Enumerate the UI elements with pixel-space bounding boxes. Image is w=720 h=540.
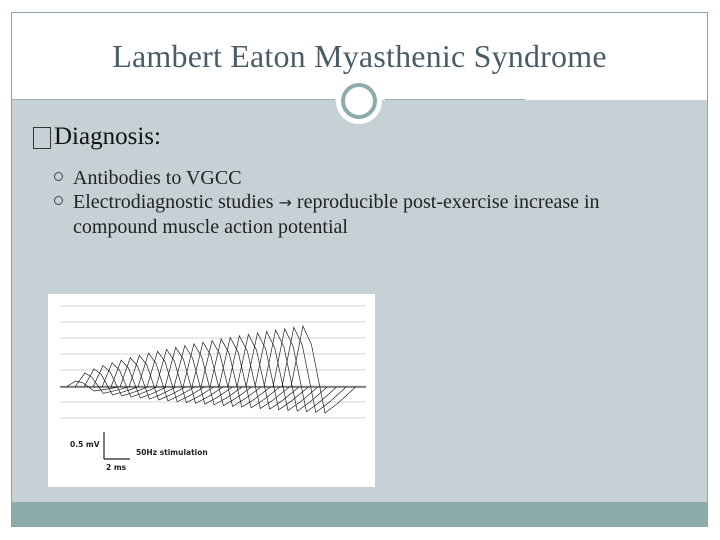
section-heading <box>33 123 161 151</box>
emg-figure <box>48 294 375 487</box>
bullet-text: Antibodies to VGCC <box>73 167 242 189</box>
circle-ornament-icon <box>341 83 377 119</box>
bullet-circle-icon <box>54 172 63 181</box>
cmap-traces <box>60 326 366 413</box>
scale-bar <box>104 432 130 459</box>
emg-trace-image <box>48 294 375 487</box>
cmap-trace <box>60 349 366 402</box>
cmap-trace <box>60 332 366 411</box>
cmap-trace <box>60 336 366 409</box>
bullet-text-after: reproducible post-exercise increase in compound muscle action potential <box>73 191 600 238</box>
list-item <box>52 166 672 190</box>
bullet-circle-icon <box>54 196 63 205</box>
voltage-scale-label: 0.5 mV <box>70 440 100 449</box>
right-arrow-icon: → <box>278 193 292 212</box>
list-item <box>52 190 672 239</box>
bullet-text-before: Electrodiagnostic studies <box>73 191 279 213</box>
time-scale-label: 2 ms <box>106 463 127 472</box>
bullet-list <box>52 166 672 239</box>
cmap-trace <box>60 339 366 407</box>
cmap-trace <box>60 351 366 402</box>
slide-title: Lambert Eaton Myasthenic Syndrome <box>112 38 607 74</box>
cmap-trace <box>60 334 366 409</box>
missing-glyph-icon <box>33 127 51 149</box>
footer-band <box>12 502 707 526</box>
cmap-trace <box>60 333 366 410</box>
stimulation-label: 50Hz stimulation <box>136 448 208 457</box>
heading-text: Diagnosis: <box>54 123 161 150</box>
